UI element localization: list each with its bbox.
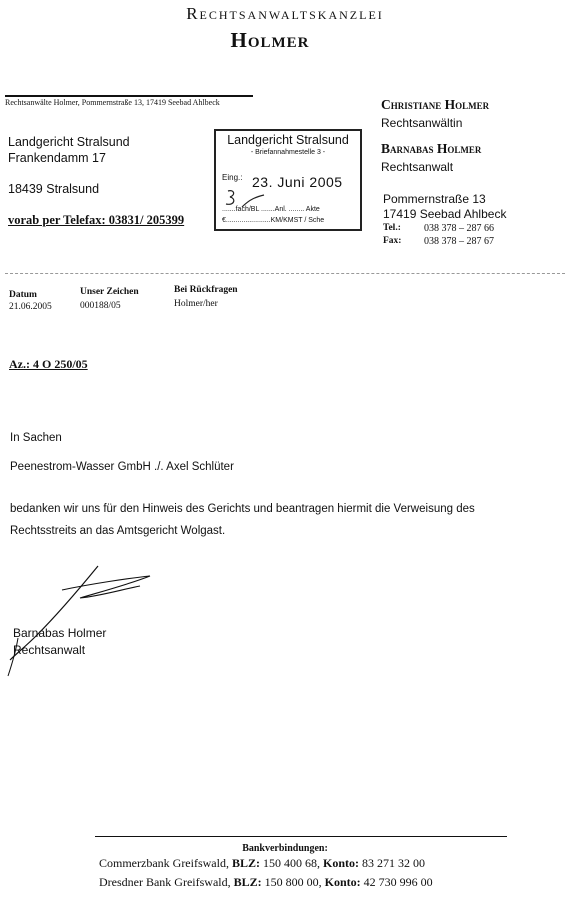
footer-rule xyxy=(95,836,507,837)
parties: Peenestrom-Wasser GmbH ./. Axel Schlüter xyxy=(10,461,234,473)
handwritten-signature xyxy=(0,560,180,680)
bank-title: Bankverbindungen: xyxy=(242,843,328,854)
body-text-line-2: Rechtsstreits an das Amtsgericht Wolgast. xyxy=(10,525,226,537)
lawyer-name-2: Barnabas Holmer xyxy=(381,141,482,156)
bank-2-blz: 150 800 00, xyxy=(261,875,325,889)
bank-line-1 xyxy=(99,856,425,871)
signatory-title: Rechtsanwalt xyxy=(13,643,86,657)
firm-line: Rechtsanwaltskanzlei xyxy=(186,4,384,23)
fax-label: Fax: xyxy=(383,236,402,246)
stamp-row-2: €.......................KM/KMST / Sche xyxy=(222,217,325,224)
bank-1-name: Commerzbank Greifswald, xyxy=(99,856,232,870)
lawyer-role-1: Rechtsanwältin xyxy=(381,116,463,130)
rueckfragen-value: Holmer/her xyxy=(174,299,218,309)
received-stamp xyxy=(214,129,362,231)
bank-1-blz: 150 400 68, xyxy=(259,856,323,870)
stamp-title: Landgericht Stralsund xyxy=(227,133,349,147)
bank-2-blz-label: BLZ: xyxy=(233,875,262,889)
stamp-eing-label: Eing.: xyxy=(222,173,243,182)
lawyer-role-2: Rechtsanwalt xyxy=(381,160,454,174)
stamp-row-1: .......fach/BL .......Anl. ........ Akte xyxy=(222,206,320,213)
zeichen-value: 000188/05 xyxy=(80,301,121,311)
recipient-line-1: Landgericht Stralsund xyxy=(8,135,130,149)
fax-value: 038 378 – 287 67 xyxy=(424,236,494,247)
firm-street: Pommernstraße 13 xyxy=(383,192,486,206)
rueckfragen-label: Bei Rückfragen xyxy=(174,285,238,295)
bank-2-name: Dresdner Bank Greifswald, xyxy=(99,875,234,889)
bank-1-konto: 83 271 32 00 xyxy=(358,856,425,870)
date-label: Datum xyxy=(9,290,37,300)
date-value: 21.06.2005 xyxy=(9,302,52,312)
recipient-line-3: 18439 Stralsund xyxy=(8,182,100,196)
firm-name: Holmer xyxy=(230,28,310,52)
lawyer-name-1: Christiane Holmer xyxy=(381,97,490,112)
dashed-divider xyxy=(5,273,565,274)
bank-1-blz-label: BLZ: xyxy=(231,856,260,870)
fax-note: vorab per Telefax: 03831/ 205399 xyxy=(8,213,185,227)
bank-2-konto-label: Konto: xyxy=(324,875,361,889)
body-text-line-1: bedanken wir uns für den Hinweis des Gerichts und beantragen hiermit die Verweisung des xyxy=(10,503,475,515)
zeichen-label: Unser Zeichen xyxy=(80,287,139,297)
stamp-date: 23. Juni 2005 xyxy=(252,174,343,190)
bank-2-konto: 42 730 996 00 xyxy=(360,875,433,889)
firm-city: 17419 Seebad Ahlbeck xyxy=(383,207,507,221)
sender-line: Rechtsanwälte Holmer, Pommernstraße 13, 17419 Seebad Ahlbeck xyxy=(5,98,220,107)
case-number: Az.: 4 O 250/05 xyxy=(9,357,88,371)
tel-value: 038 378 – 287 66 xyxy=(424,223,494,234)
in-sachen: In Sachen xyxy=(10,432,62,444)
recipient-line-2: Frankendamm 17 xyxy=(8,151,106,165)
tel-label: Tel.: xyxy=(383,223,401,233)
stamp-subtitle: - Briefannahmestelle 3 - xyxy=(250,149,326,156)
bank-1-konto-label: Konto: xyxy=(322,856,359,870)
sender-rule xyxy=(5,95,253,97)
bank-line-2 xyxy=(99,875,433,890)
signatory-name: Barnabas Holmer xyxy=(13,626,107,640)
